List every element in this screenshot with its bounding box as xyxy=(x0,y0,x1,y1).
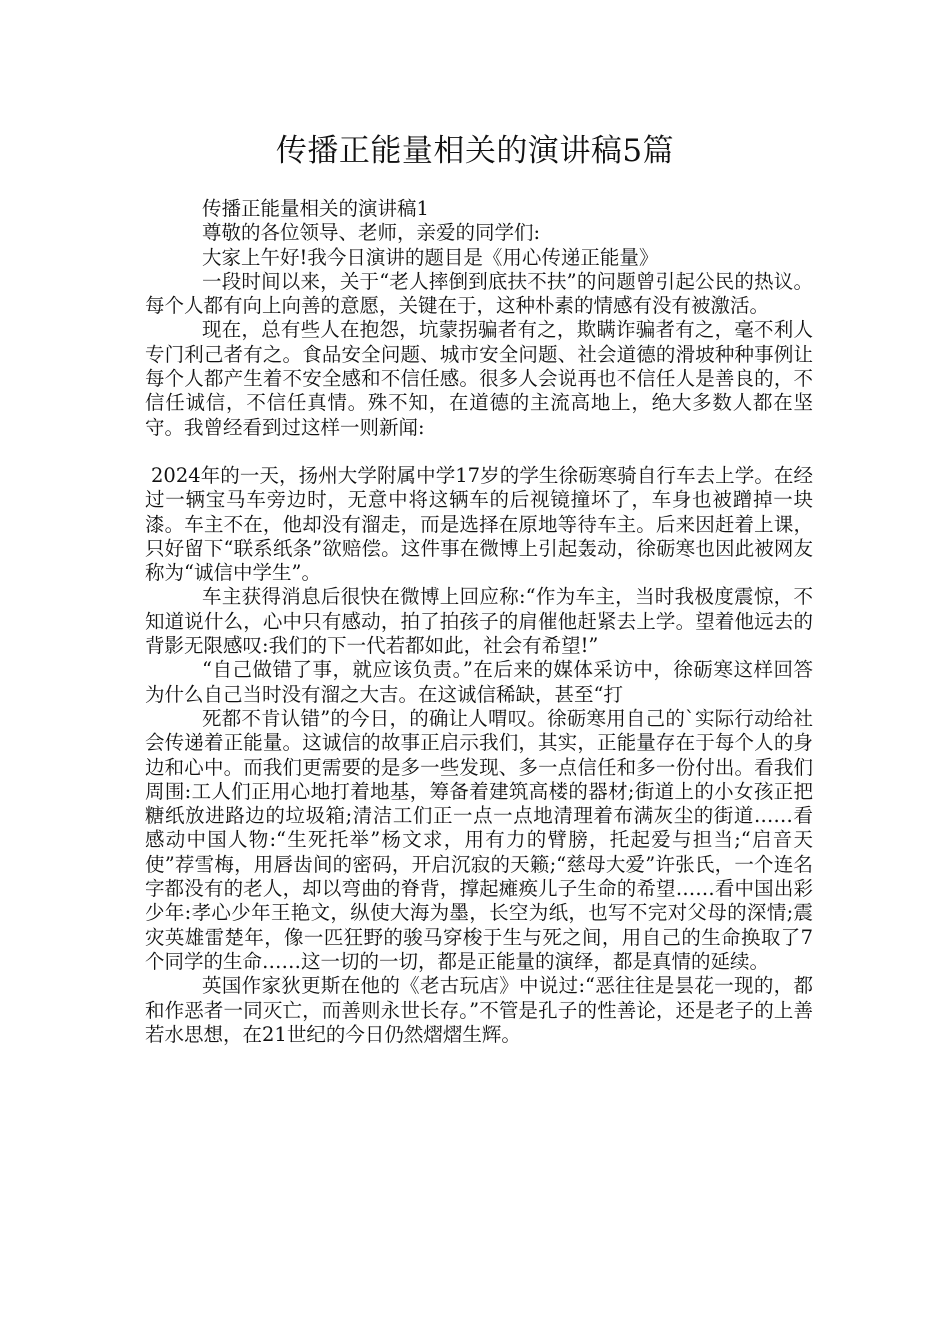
paragraph-gap xyxy=(145,440,813,464)
speech-heading: 传播正能量相关的演讲稿1 xyxy=(202,197,429,220)
paragraph: 现在，总有些人在抱怨，坑蒙拐骗者有之，欺瞒诈骗者有之，毫不利人专门利己者有之。食品安全问题、城市安全问题、社会道德的滑坡种种事例让每个人都产生着不安全感和不信任感。很多人会说再也不信任人是善良的，不信任诚信，不信任真情。殊不知，在道德的主流高地上，绝大多数人都在坚守。我曾经看到过这样一则新闻: xyxy=(145,318,813,439)
salutation: 尊敬的各位领导、老师，亲爱的同学们: xyxy=(202,221,541,245)
paragraph: “自己做错了事，就应该负责。”在后来的媒体采访中，徐砺寒这样回答为什么自己当时没有溜之大吉。在这诚信稀缺，甚至“打 xyxy=(145,658,813,706)
greeting: 大家上午好!我今日演讲的题目是《用心传递正能量》 xyxy=(202,245,659,269)
paragraph: 英国作家狄更斯在他的《老古玩店》中说过:“恶往往是昙花一现的，都和作恶者一同灭亡，而善则永世长存。”不管是孔子的性善论，还是老子的上善若水思想，在21世纪的今日仍然熠熠生辉。 xyxy=(145,974,813,1046)
document-body xyxy=(145,197,813,1047)
paragraph: 2024年的一天，扬州大学附属中学17岁的学生徐砺寒骑自行车去上学。在经过一辆宝马车旁边时，无意中将这辆车的后视镜撞坏了，车身也被蹭掉一块漆。车主不在，他却没有溜走，而是选择在原地等待车主。后来因赶着上课，只好留下“联系纸条”欲赔偿。这件事在微博上引起轰动，徐砺寒也因此被网友称为“诚信中学生”。 xyxy=(145,463,813,585)
paragraph: 车主获得消息后很快在微博上回应称:“作为车主，当时我极度震惊，不知道说什么，心中只有感动，拍了拍孩子的肩催他赶紧去上学。望着他远去的背影无限感叹:我们的下一代若都如此，社会有希望!” xyxy=(145,585,813,658)
document-title: 传播正能量相关的演讲稿5篇 xyxy=(275,133,675,169)
paragraph: 一段时间以来，关于“老人摔倒到底扶不扶”的问题曾引起公民的热议。每个人都有向上向善的意愿，关键在于，这种朴素的情感有没有被激活。 xyxy=(145,269,813,318)
paragraph: 死都不肯认错”的今日，的确让人喟叹。徐砺寒用自己的`实际行动给社会传递着正能量。这诚信的故事正启示我们，其实，正能量存在于每个人的身边和心中。而我们更需要的是多一些发现、多一点信任和多一份付出。看我们周围:工人们正用心地打着地基，筹备着建筑高楼的器材;街道上的小女孩正把糖纸放进路边的垃圾箱;清洁工们正一点一点地清理着布满灰尘的街道……看感动中国人物:“生死托举”杨文求，用有力的臂膀，托起爱与担当;“启音天使”荐雪梅，用唇齿间的密码，开启沉寂的天籁;“慈母大爱”许张氏，一个连名字都没有的老人，却以弯曲的脊背，撑起瘫痪儿子生命的希望……看中国出彩少年:孝心少年王艳文，纵使大海为墨，长空为纸，也写不完对父母的深情;震灾英雄雷楚年，像一匹狂野的骏马穿梭于生与死之间，用自己的生命换取了7个同学的生命……这一切的一切，都是正能量的演绎，都是真情的延续。 xyxy=(145,706,813,973)
